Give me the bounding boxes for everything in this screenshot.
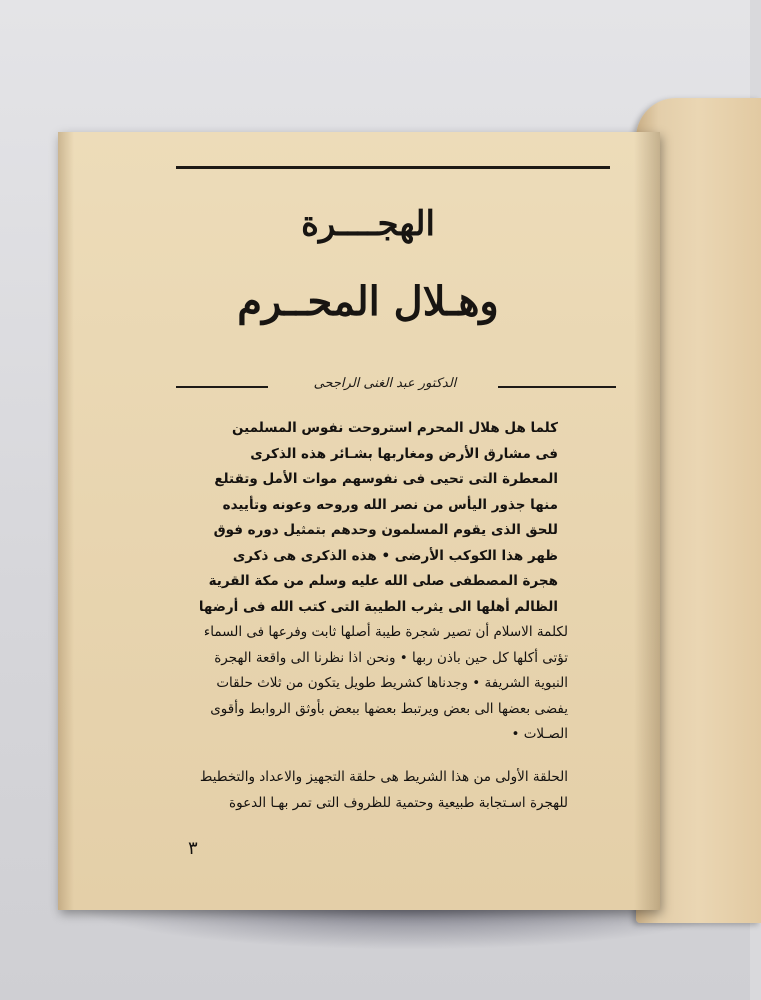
paragraph-1 (198, 416, 558, 620)
text-line: المعطرة التى تحيى فى نفوسهم موات الأمل وتقتلع (214, 471, 558, 487)
text-line: الحلقة الأولى من هذا الشريط هى حلقة التجهيز والاعداد والتخطيط (199, 769, 568, 785)
author-rule-right (498, 386, 616, 388)
author-name: الدكتور عبد الغنى الراجحى (313, 376, 457, 391)
title-line-2: وهـلال المحــرم (237, 278, 499, 325)
text-line: يفضى بعضها الى بعض ويرتبط بعضها ببعض بأوثق الروابط وأقوى (210, 700, 568, 717)
text-line: النبوية الشريفة • وجدناها كشريط طويل يتكون من ثلاث حلقات (216, 675, 568, 691)
book-page (58, 132, 660, 910)
text-line: لكلمة الاسلام أن تصير شجرة طيبة أصلها ثابت وفرعها فى السماء (203, 624, 568, 640)
text-line: الصـلات • (511, 726, 568, 742)
text-line: هجرة المصطفى صلى الله عليه وسلم من مكة القرية (208, 573, 558, 589)
page-number: ٣ (188, 838, 198, 859)
paragraph-2 (178, 620, 568, 748)
paragraph-3 (176, 765, 568, 816)
text-line: ظهر هذا الكوكب الأرضى • هذه الذكرى هى ذكرى (232, 547, 558, 564)
text-line: كلما هل هلال المحرم استروحت نفوس المسلمين (232, 420, 558, 436)
text-line: فى مشارق الأرض ومغاربها بشـائر هذه الذكرى (250, 445, 558, 462)
text-line: منها جذور اليأس من نصر الله وروحه وعونه وتأييده (222, 496, 558, 513)
author-rule-left (176, 386, 268, 388)
top-rule (176, 166, 610, 169)
title-line-1: الهجــــرة (301, 204, 435, 244)
text-line: الظالم أهلها الى يثرب الطيبة التى كتب الله فى أرضها (198, 598, 558, 615)
page-gutter (634, 132, 660, 910)
text-line: للهجرة اسـتجابة طبيعية وحتمية للظروف التى تمر بهـا الدعوة (229, 794, 568, 811)
author-row (176, 376, 616, 396)
text-line: للحق الذى يقوم المسلمون وحدهم بتمثيل دوره فوق (213, 522, 558, 538)
text-line: تؤتى أكلها كل حين باذن ربها • ونحن اذا نظرنا الى واقعة الهجرة (214, 649, 568, 666)
